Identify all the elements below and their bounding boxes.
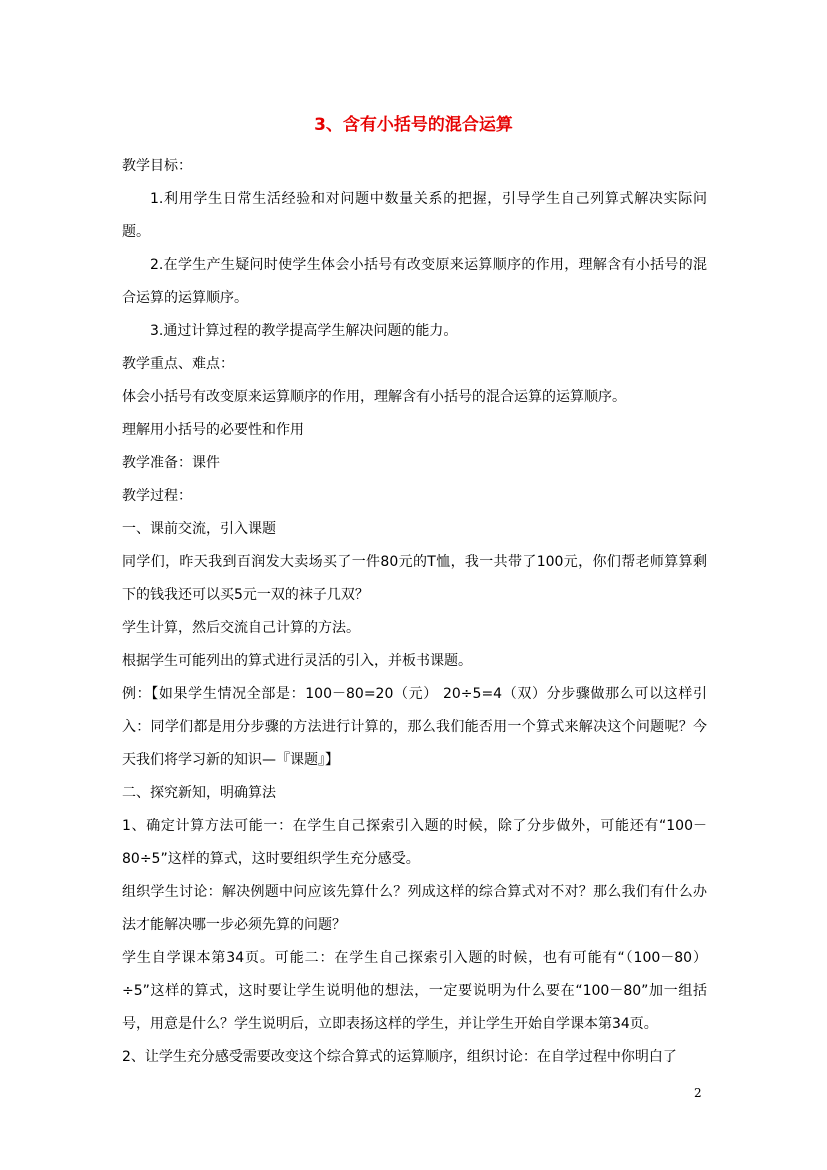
- paragraph: 例：【如果学生情况全部是：100－80=20（元） 20÷5=4（双）分步骤做那么可以这样引入：同学们都是用分步骤的方法进行计算的，那么我们能否用一个算式来解决这个问题呢？今天我们将学习新的知识—『课题』】: [122, 686, 707, 768]
- paragraph: 体会小括号有改变原来运算顺序的作用，理解含有小括号的混合运算的运算顺序。: [122, 389, 626, 405]
- paragraph: 教学重点、难点：: [122, 356, 234, 372]
- paragraph: 教学过程：: [122, 488, 192, 504]
- paragraph: 3.通过计算过程的教学提高学生解决问题的能力。: [150, 323, 458, 339]
- paragraph: 1、确定计算方法可能一：在学生自己探索引入题的时候，除了分步做外，可能还有“100－80÷5”这样的算式，这时要组织学生充分感受。: [122, 818, 707, 867]
- paragraph: 教学目标：: [122, 158, 192, 174]
- paragraph: 组织学生讨论：解决例题中问应该先算什么？列成这样的综合算式对不对？那么我们有什么办法才能解决哪一步必须先算的问题？: [122, 884, 707, 933]
- paragraph: 二、探究新知，明确算法: [122, 785, 276, 801]
- paragraph: 学生自学课本第34页。可能二：在学生自己探索引入题的时候，也有可能有“（100－80）÷5”这样的算式，这时要让学生说明他的想法，一定要说明为什么要在“100－80”加一组括号，用意是什么？学生说明后，立即表扬这样的学生，并让学生开始自学课本第34页。: [122, 950, 707, 1032]
- paragraph: 教学准备：课件: [122, 455, 220, 471]
- paragraph: 1.利用学生日常生活经验和对问题中数量关系的把握，引导学生自己列算式解决实际问题。: [122, 191, 707, 240]
- paragraph: 2、让学生充分感受需要改变这个综合算式的运算顺序，组织讨论：在自学过程中你明白了: [122, 1049, 677, 1065]
- paragraph: 同学们，昨天我到百润发大卖场买了一件80元的T恤，我一共带了100元，你们帮老师算算剩下的钱我还可以买5元一双的袜子几双？: [122, 554, 707, 603]
- document-body: [122, 150, 707, 1074]
- paragraph: 理解用小括号的必要性和作用: [122, 422, 304, 438]
- document-title: 3、含有小括号的混合运算: [314, 115, 513, 135]
- paragraph: 学生计算，然后交流自己计算的方法。: [122, 620, 360, 636]
- paragraph: 2.在学生产生疑问时使学生体会小括号有改变原来运算顺序的作用，理解含有小括号的混合运算的运算顺序。: [122, 257, 707, 306]
- page-number: 2: [694, 1086, 702, 1100]
- paragraph: 一、课前交流，引入课题: [122, 521, 276, 537]
- paragraph: 根据学生可能列出的算式进行灵活的引入，并板书课题。: [122, 653, 472, 669]
